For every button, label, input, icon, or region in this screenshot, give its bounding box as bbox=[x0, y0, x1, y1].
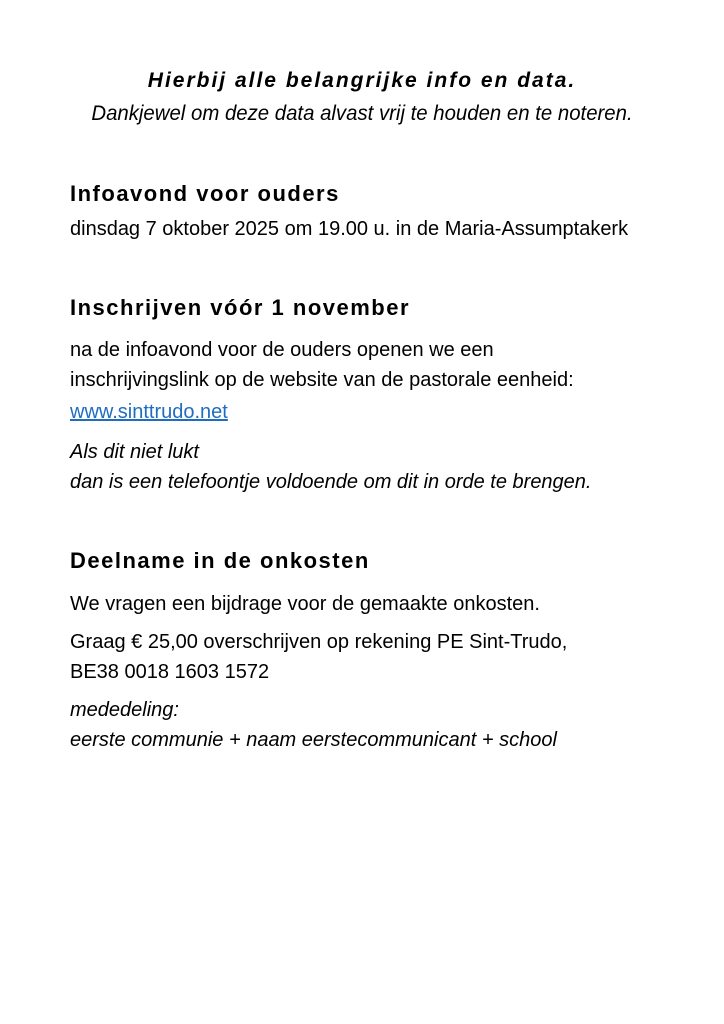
payment-iban-line: BE38 0018 1603 1572 bbox=[70, 660, 270, 683]
inschrijven-paragraph bbox=[70, 335, 654, 395]
section-infoavond bbox=[70, 180, 654, 244]
section-inschrijven bbox=[70, 294, 654, 498]
payment-reference-format: eerste communie + naam eerstecommunicant + school bbox=[70, 728, 557, 751]
section-heading-infoavond: Infoavond voor ouders bbox=[70, 181, 340, 207]
intro-block bbox=[70, 68, 654, 126]
section-heading-inschrijven: Inschrijven vóór 1 november bbox=[70, 294, 411, 320]
inschrijven-paragraph-line1: na de infoavond voor de ouders openen we een bbox=[70, 339, 494, 362]
payment-details bbox=[70, 627, 654, 687]
inschrijven-note-line1: Als dit niet lukt bbox=[70, 441, 199, 464]
inschrijven-note-line2: dan is een telefoontje voldoende om dit in orde te brengen. bbox=[70, 471, 592, 494]
section-heading-deelname: Deelname in de onkosten bbox=[70, 548, 370, 574]
intro-title: Hierbij alle belangrijke info en data. bbox=[147, 69, 577, 92]
inschrijven-note bbox=[70, 437, 654, 497]
payment-reference-note bbox=[70, 695, 654, 755]
section-deelname bbox=[70, 547, 654, 755]
infoavond-date-line: dinsdag 7 oktober 2025 om 19.00 u. in de Maria-Assumptakerk bbox=[70, 217, 629, 240]
payment-amount-line: Graag € 25,00 overschrijven op rekening PE Sint-Trudo, bbox=[70, 630, 568, 653]
deelname-intro-line: We vragen een bijdrage voor de gemaakte onkosten. bbox=[70, 592, 540, 615]
intro-subtitle: Dankjewel om deze data alvast vrij te houden en te noteren. bbox=[91, 102, 633, 126]
website-link-line bbox=[70, 397, 654, 429]
inschrijven-paragraph-line2: inschrijvingslink op de website van de pastorale eenheid: bbox=[70, 369, 574, 392]
payment-reference-label: mededeling: bbox=[70, 698, 179, 721]
website-link[interactable]: www.sinttrudo.net bbox=[70, 401, 228, 424]
